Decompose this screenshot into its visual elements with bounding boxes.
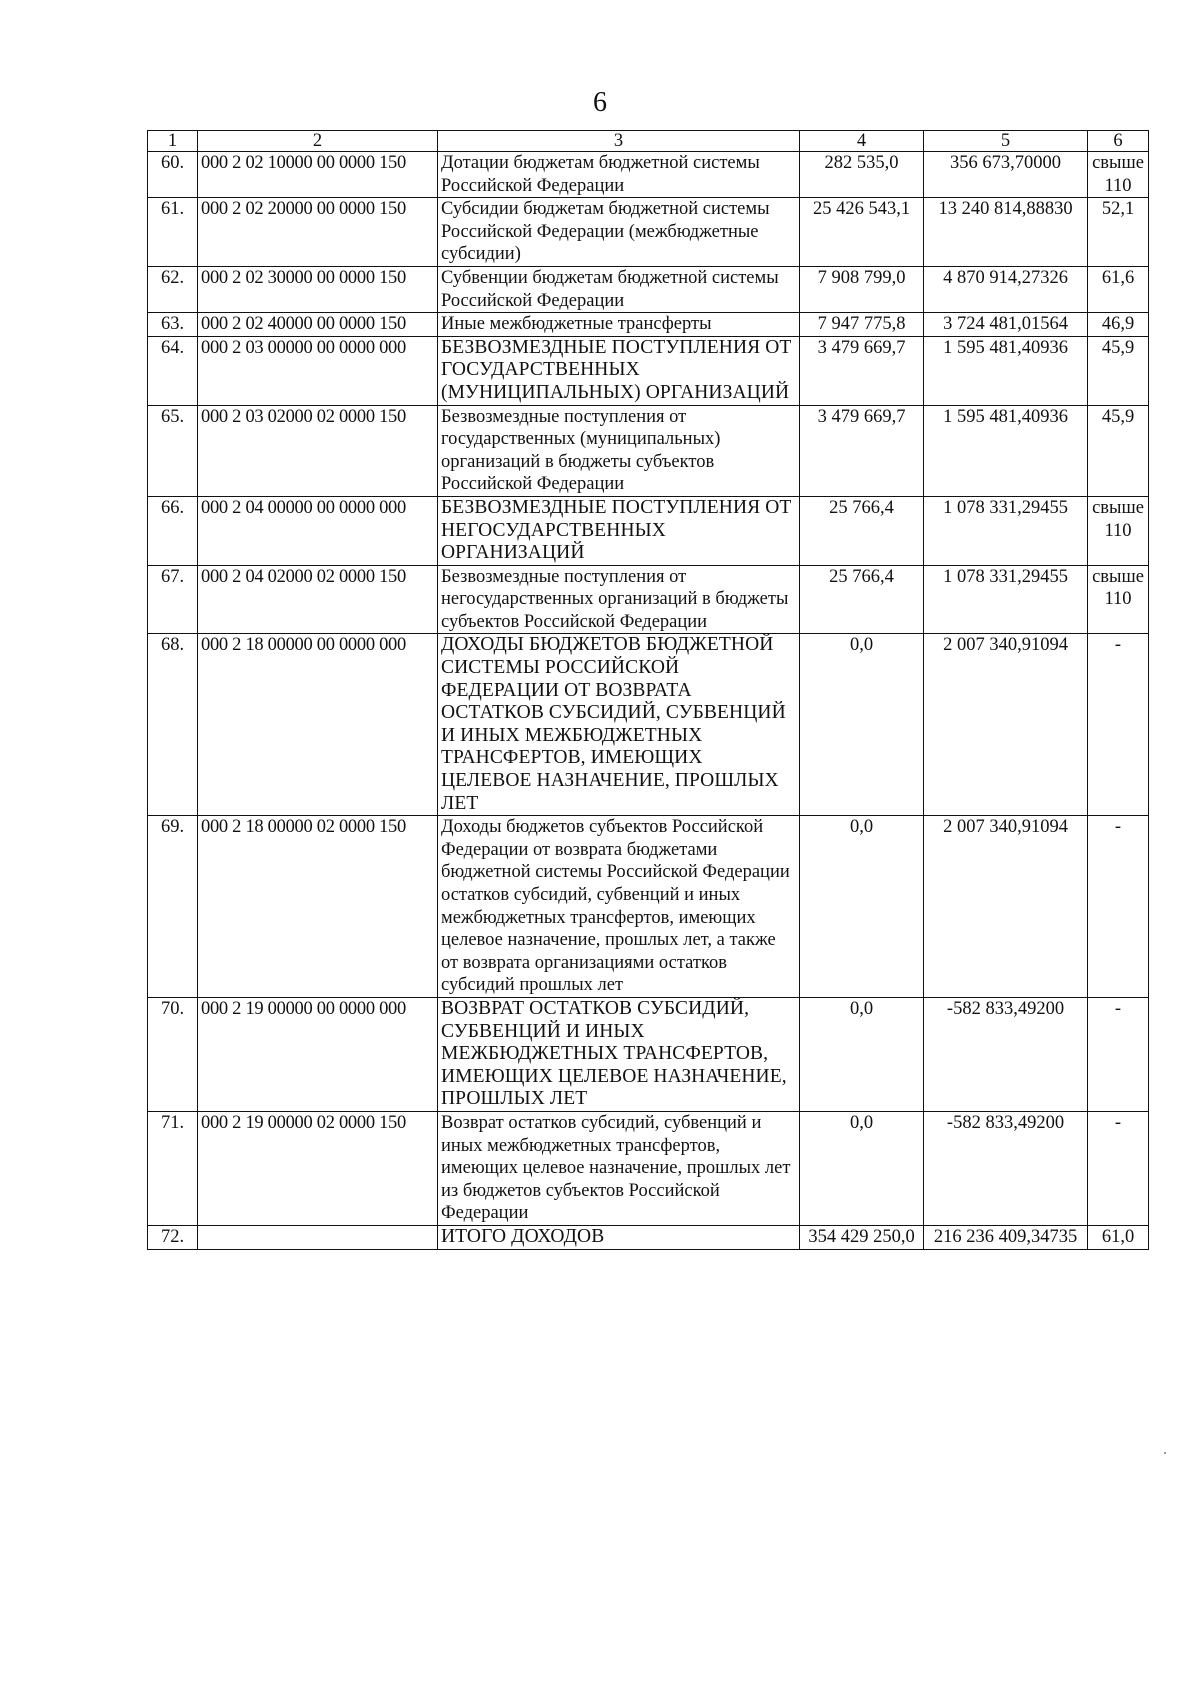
execution-percent-cell: -: [1088, 1111, 1149, 1225]
header-cell-2: 2: [198, 131, 438, 152]
execution-percent-cell: 61,6: [1088, 266, 1149, 312]
execution-percent-cell: 61,0: [1088, 1225, 1149, 1249]
row-number-cell: 67.: [148, 565, 198, 634]
revenue-name-cell: ДОХОДЫ БЮДЖЕТОВ БЮДЖЕТНОЙ СИСТЕМЫ РОССИЙСКОЙ ФЕДЕРАЦИИ ОТ ВОЗВРАТА ОСТАТКОВ СУБСИДИЙ, СУБВЕНЦИЙ И ИНЫХ МЕЖБЮДЖЕТНЫХ ТРАНСФЕРТОВ, ИМЕЮЩИХ ЦЕЛЕВОЕ НАЗНАЧЕНИЕ, ПРОШЛЫХ ЛЕТ: [438, 634, 800, 816]
row-number-cell: 63.: [148, 313, 198, 337]
revenue-name-cell: БЕЗВОЗМЕЗДНЫЕ ПОСТУПЛЕНИЯ ОТ НЕГОСУДАРСТВЕННЫХ ОРГАНИЗАЦИЙ: [438, 496, 800, 565]
execution-percent-cell: 46,9: [1088, 313, 1149, 337]
table-row: [148, 405, 1149, 496]
table-row: [148, 198, 1149, 267]
table-row: [148, 816, 1149, 998]
executed-amount-cell: 4 870 914,27326: [924, 266, 1088, 312]
row-number-cell: 61.: [148, 198, 198, 267]
planned-amount-cell: 25 426 543,1: [800, 198, 924, 267]
table-header-row: [148, 131, 1149, 152]
classification-code-cell: 000 2 03 02000 02 0000 150: [198, 405, 438, 496]
table-row: [148, 565, 1149, 634]
executed-amount-cell: 1 595 481,40936: [924, 405, 1088, 496]
classification-code-cell: 000 2 03 00000 00 0000 000: [198, 336, 438, 405]
classification-code-cell: 000 2 02 10000 00 0000 150: [198, 152, 438, 198]
execution-percent-cell: свыше 110: [1088, 496, 1149, 565]
execution-percent-cell: -: [1088, 816, 1149, 998]
revenue-name-cell: Субсидии бюджетам бюджетной системы Российской Федерации (межбюджетные субсидии): [438, 198, 800, 267]
revenue-name-cell: ИТОГО ДОХОДОВ: [438, 1225, 800, 1249]
executed-amount-cell: 2 007 340,91094: [924, 816, 1088, 998]
execution-percent-cell: свыше 110: [1088, 565, 1149, 634]
table-row: [148, 313, 1149, 337]
classification-code-cell: 000 2 02 30000 00 0000 150: [198, 266, 438, 312]
classification-code-cell: 000 2 02 20000 00 0000 150: [198, 198, 438, 267]
executed-amount-cell: 3 724 481,01564: [924, 313, 1088, 337]
revenue-name-cell: Субвенции бюджетам бюджетной системы Российской Федерации: [438, 266, 800, 312]
table-row: [148, 152, 1149, 198]
execution-percent-cell: 52,1: [1088, 198, 1149, 267]
revenue-name-cell: ВОЗВРАТ ОСТАТКОВ СУБСИДИЙ, СУБВЕНЦИЙ И ИНЫХ МЕЖБЮДЖЕТНЫХ ТРАНСФЕРТОВ, ИМЕЮЩИХ ЦЕЛЕВОЕ НАЗНАЧЕНИЕ, ПРОШЛЫХ ЛЕТ: [438, 997, 800, 1111]
planned-amount-cell: 0,0: [800, 634, 924, 816]
header-cell-5: 5: [924, 131, 1088, 152]
row-number-cell: 65.: [148, 405, 198, 496]
table-row: [148, 336, 1149, 405]
planned-amount-cell: 282 535,0: [800, 152, 924, 198]
planned-amount-cell: 3 479 669,7: [800, 336, 924, 405]
executed-amount-cell: 216 236 409,34735: [924, 1225, 1088, 1249]
table-row: [148, 266, 1149, 312]
header-cell-1: 1: [148, 131, 198, 152]
executed-amount-cell: 356 673,70000: [924, 152, 1088, 198]
executed-amount-cell: 13 240 814,88830: [924, 198, 1088, 267]
executed-amount-cell: 1 078 331,29455: [924, 565, 1088, 634]
row-number-cell: 68.: [148, 634, 198, 816]
executed-amount-cell: -582 833,49200: [924, 1111, 1088, 1225]
revenue-name-cell: Безвозмездные поступления от негосударственных организаций в бюджеты субъектов Российской Федерации: [438, 565, 800, 634]
revenue-name-cell: Безвозмездные поступления от государственных (муниципальных) организаций в бюджеты субъектов Российской Федерации: [438, 405, 800, 496]
planned-amount-cell: 0,0: [800, 816, 924, 998]
execution-percent-cell: свыше 110: [1088, 152, 1149, 198]
table-row: [148, 997, 1149, 1111]
planned-amount-cell: 0,0: [800, 997, 924, 1111]
classification-code-cell: 000 2 18 00000 02 0000 150: [198, 816, 438, 998]
planned-amount-cell: 354 429 250,0: [800, 1225, 924, 1249]
row-number-cell: 70.: [148, 997, 198, 1111]
classification-code-cell: [198, 1225, 438, 1249]
revenue-name-cell: Иные межбюджетные трансферты: [438, 313, 800, 337]
revenue-name-cell: Возврат остатков субсидий, субвенций и иных межбюджетных трансфертов, имеющих целевое назначение, прошлых лет из бюджетов субъектов Российской Федерации: [438, 1111, 800, 1225]
header-cell-3: 3: [438, 131, 800, 152]
execution-percent-cell: 45,9: [1088, 405, 1149, 496]
header-cell-6: 6: [1088, 131, 1149, 152]
planned-amount-cell: 0,0: [800, 1111, 924, 1225]
table-row: [148, 496, 1149, 565]
header-cell-4: 4: [800, 131, 924, 152]
row-number-cell: 72.: [148, 1225, 198, 1249]
scan-artifact: [1164, 1452, 1166, 1454]
planned-amount-cell: 3 479 669,7: [800, 405, 924, 496]
row-number-cell: 64.: [148, 336, 198, 405]
execution-percent-cell: 45,9: [1088, 336, 1149, 405]
row-number-cell: 66.: [148, 496, 198, 565]
planned-amount-cell: 7 947 775,8: [800, 313, 924, 337]
table-row: [148, 634, 1149, 816]
planned-amount-cell: 25 766,4: [800, 565, 924, 634]
table-row: [148, 1225, 1149, 1249]
classification-code-cell: 000 2 04 02000 02 0000 150: [198, 565, 438, 634]
executed-amount-cell: -582 833,49200: [924, 997, 1088, 1111]
planned-amount-cell: 7 908 799,0: [800, 266, 924, 312]
row-number-cell: 71.: [148, 1111, 198, 1225]
row-number-cell: 60.: [148, 152, 198, 198]
execution-percent-cell: -: [1088, 634, 1149, 816]
executed-amount-cell: 1 078 331,29455: [924, 496, 1088, 565]
revenue-name-cell: БЕЗВОЗМЕЗДНЫЕ ПОСТУПЛЕНИЯ ОТ ГОСУДАРСТВЕННЫХ (МУНИЦИПАЛЬНЫХ) ОРГАНИЗАЦИЙ: [438, 336, 800, 405]
execution-percent-cell: -: [1088, 997, 1149, 1111]
classification-code-cell: 000 2 18 00000 00 0000 000: [198, 634, 438, 816]
executed-amount-cell: 2 007 340,91094: [924, 634, 1088, 816]
planned-amount-cell: 25 766,4: [800, 496, 924, 565]
revenue-table: [147, 130, 1149, 1250]
classification-code-cell: 000 2 04 00000 00 0000 000: [198, 496, 438, 565]
executed-amount-cell: 1 595 481,40936: [924, 336, 1088, 405]
row-number-cell: 69.: [148, 816, 198, 998]
classification-code-cell: 000 2 19 00000 02 0000 150: [198, 1111, 438, 1225]
revenue-name-cell: Дотации бюджетам бюджетной системы Российской Федерации: [438, 152, 800, 198]
classification-code-cell: 000 2 02 40000 00 0000 150: [198, 313, 438, 337]
page-number: 6: [593, 87, 607, 118]
classification-code-cell: 000 2 19 00000 00 0000 000: [198, 997, 438, 1111]
row-number-cell: 62.: [148, 266, 198, 312]
table-row: [148, 1111, 1149, 1225]
revenue-name-cell: Доходы бюджетов субъектов Российской Федерации от возврата бюджетами бюджетной системы Российской Федерации остатков субсидий, субвенций и иных межбюджетных трансфертов, имеющих целевое назначение, прошлых лет, а также от возврата организациями остатков субсидий прошлых лет: [438, 816, 800, 998]
